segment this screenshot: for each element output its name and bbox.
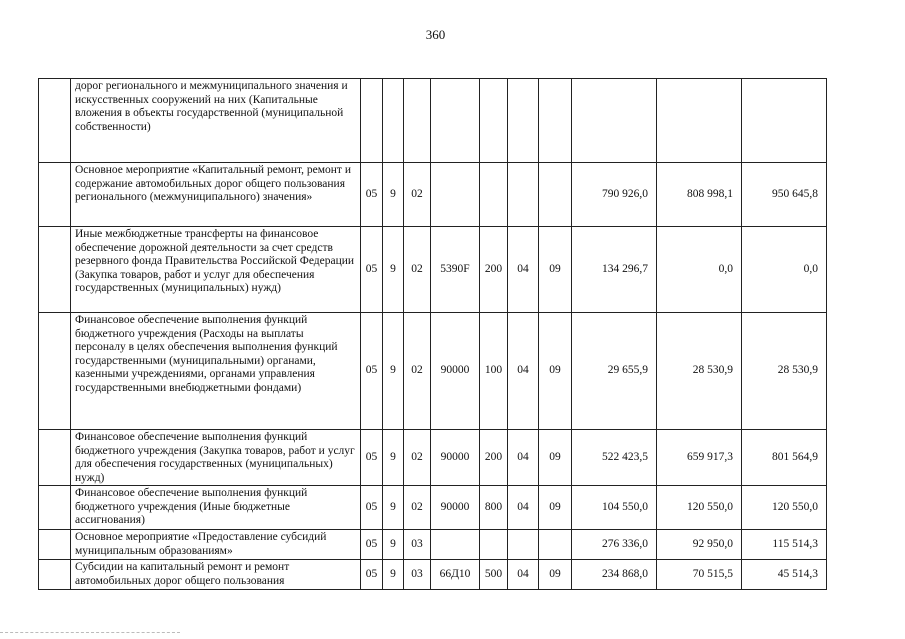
subsection-code: 09 bbox=[539, 430, 572, 486]
chapter-code: 04 bbox=[508, 486, 539, 530]
amount-year-2: 659 917,3 bbox=[657, 430, 742, 486]
amount-year-2: 92 950,0 bbox=[657, 530, 742, 560]
subprogram-code bbox=[404, 79, 431, 163]
row-index-cell bbox=[39, 560, 71, 590]
subsection-code: 09 bbox=[539, 313, 572, 430]
subprogram-code: 02 bbox=[404, 163, 431, 227]
table-row bbox=[39, 163, 827, 227]
table-row bbox=[39, 79, 827, 163]
table-row bbox=[39, 313, 827, 430]
row-title: Финансовое обеспечение выполнения функций бюджетного учреждения (Расходы на выплаты персоналу в целях обеспечения выполнения функций государственными (муниципальными) органами, казенными учреждениями, органами управления государственными внебюджетными фондами) bbox=[71, 313, 361, 430]
amount-year-2: 70 515,5 bbox=[657, 560, 742, 590]
amount-year-3 bbox=[742, 79, 827, 163]
row-title: Основное мероприятие «Капитальный ремонт, ремонт и содержание автомобильных дорог общего пользования регионального (межмуниципального) значения» bbox=[71, 163, 361, 227]
amount-year-2 bbox=[657, 79, 742, 163]
subsection-code bbox=[539, 79, 572, 163]
table-row bbox=[39, 530, 827, 560]
target-article-code: 5390F bbox=[431, 227, 480, 313]
row-index-cell bbox=[39, 227, 71, 313]
target-article-code: 66Д10 bbox=[431, 560, 480, 590]
section-code: 05 bbox=[361, 486, 383, 530]
row-index-cell bbox=[39, 486, 71, 530]
target-article-code: 90000 bbox=[431, 430, 480, 486]
amount-year-3: 0,0 bbox=[742, 227, 827, 313]
subprogram-code: 02 bbox=[404, 486, 431, 530]
subprogram-code: 02 bbox=[404, 430, 431, 486]
amount-year-1: 522 423,5 bbox=[572, 430, 657, 486]
program-code: 9 bbox=[383, 430, 404, 486]
subsection-code bbox=[539, 530, 572, 560]
section-code: 05 bbox=[361, 530, 383, 560]
amount-year-1: 234 868,0 bbox=[572, 560, 657, 590]
program-code: 9 bbox=[383, 560, 404, 590]
page-number: 360 bbox=[425, 27, 446, 42]
row-title: дорог регионального и межмуниципального значения и искусственных сооружений на них (Капитальные вложения в объекты государственной (муниципальной собственности) bbox=[71, 79, 361, 163]
row-index-cell bbox=[39, 430, 71, 486]
target-article-code bbox=[431, 530, 480, 560]
section-code: 05 bbox=[361, 313, 383, 430]
chapter-code: 04 bbox=[508, 560, 539, 590]
amount-year-2: 28 530,9 bbox=[657, 313, 742, 430]
amount-year-3: 120 550,0 bbox=[742, 486, 827, 530]
chapter-code: 04 bbox=[508, 430, 539, 486]
program-code: 9 bbox=[383, 163, 404, 227]
amount-year-1: 276 336,0 bbox=[572, 530, 657, 560]
subprogram-code: 03 bbox=[404, 530, 431, 560]
expense-type-code: 200 bbox=[480, 227, 508, 313]
subprogram-code: 03 bbox=[404, 560, 431, 590]
row-title: Финансовое обеспечение выполнения функций бюджетного учреждения (Иные бюджетные ассигнования) bbox=[71, 486, 361, 530]
subsection-code: 09 bbox=[539, 227, 572, 313]
target-article-code: 90000 bbox=[431, 486, 480, 530]
amount-year-3: 950 645,8 bbox=[742, 163, 827, 227]
program-code: 9 bbox=[383, 313, 404, 430]
program-code bbox=[383, 79, 404, 163]
expense-type-code: 800 bbox=[480, 486, 508, 530]
amount-year-2: 0,0 bbox=[657, 227, 742, 313]
expense-type-code bbox=[480, 163, 508, 227]
expense-type-code: 500 bbox=[480, 560, 508, 590]
expense-type-code bbox=[480, 79, 508, 163]
chapter-code: 04 bbox=[508, 227, 539, 313]
chapter-code bbox=[508, 530, 539, 560]
amount-year-3: 28 530,9 bbox=[742, 313, 827, 430]
subsection-code: 09 bbox=[539, 486, 572, 530]
row-title: Субсидии на капитальный ремонт и ремонт автомобильных дорог общего пользования bbox=[71, 560, 361, 590]
amount-year-1: 790 926,0 bbox=[572, 163, 657, 227]
chapter-code: 04 bbox=[508, 313, 539, 430]
section-code bbox=[361, 79, 383, 163]
table-body bbox=[39, 79, 827, 590]
program-code: 9 bbox=[383, 227, 404, 313]
budget-table bbox=[38, 78, 827, 590]
program-code: 9 bbox=[383, 486, 404, 530]
amount-year-3: 801 564,9 bbox=[742, 430, 827, 486]
scan-edge-line bbox=[0, 632, 180, 634]
row-title: Иные межбюджетные трансферты на финансовое обеспечение дорожной деятельности за счет средств резервного фонда Правительства Российской Федерации (Закупка товаров, работ и услуг для обеспечения государственных (муниципальных) нужд) bbox=[71, 227, 361, 313]
target-article-code: 90000 bbox=[431, 313, 480, 430]
row-title: Основное мероприятие «Предоставление субсидий муниципальным образованиям» bbox=[71, 530, 361, 560]
chapter-code bbox=[508, 163, 539, 227]
amount-year-1: 29 655,9 bbox=[572, 313, 657, 430]
target-article-code bbox=[431, 79, 480, 163]
row-title: Финансовое обеспечение выполнения функций бюджетного учреждения (Закупка товаров, работ и услуг для обеспечения государственных (муниципальных) нужд) bbox=[71, 430, 361, 486]
section-code: 05 bbox=[361, 227, 383, 313]
subprogram-code: 02 bbox=[404, 313, 431, 430]
table-row bbox=[39, 227, 827, 313]
target-article-code bbox=[431, 163, 480, 227]
program-code: 9 bbox=[383, 530, 404, 560]
subsection-code bbox=[539, 163, 572, 227]
amount-year-1: 134 296,7 bbox=[572, 227, 657, 313]
row-index-cell bbox=[39, 530, 71, 560]
expense-type-code: 200 bbox=[480, 430, 508, 486]
row-index-cell bbox=[39, 163, 71, 227]
row-index-cell bbox=[39, 79, 71, 163]
section-code: 05 bbox=[361, 430, 383, 486]
amount-year-1: 104 550,0 bbox=[572, 486, 657, 530]
row-index-cell bbox=[39, 313, 71, 430]
section-code: 05 bbox=[361, 560, 383, 590]
amount-year-1 bbox=[572, 79, 657, 163]
section-code: 05 bbox=[361, 163, 383, 227]
amount-year-3: 45 514,3 bbox=[742, 560, 827, 590]
chapter-code bbox=[508, 79, 539, 163]
table-row bbox=[39, 486, 827, 530]
expense-type-code bbox=[480, 530, 508, 560]
table-row bbox=[39, 560, 827, 590]
subsection-code: 09 bbox=[539, 560, 572, 590]
subprogram-code: 02 bbox=[404, 227, 431, 313]
amount-year-3: 115 514,3 bbox=[742, 530, 827, 560]
table-row bbox=[39, 430, 827, 486]
amount-year-2: 808 998,1 bbox=[657, 163, 742, 227]
expense-type-code: 100 bbox=[480, 313, 508, 430]
amount-year-2: 120 550,0 bbox=[657, 486, 742, 530]
